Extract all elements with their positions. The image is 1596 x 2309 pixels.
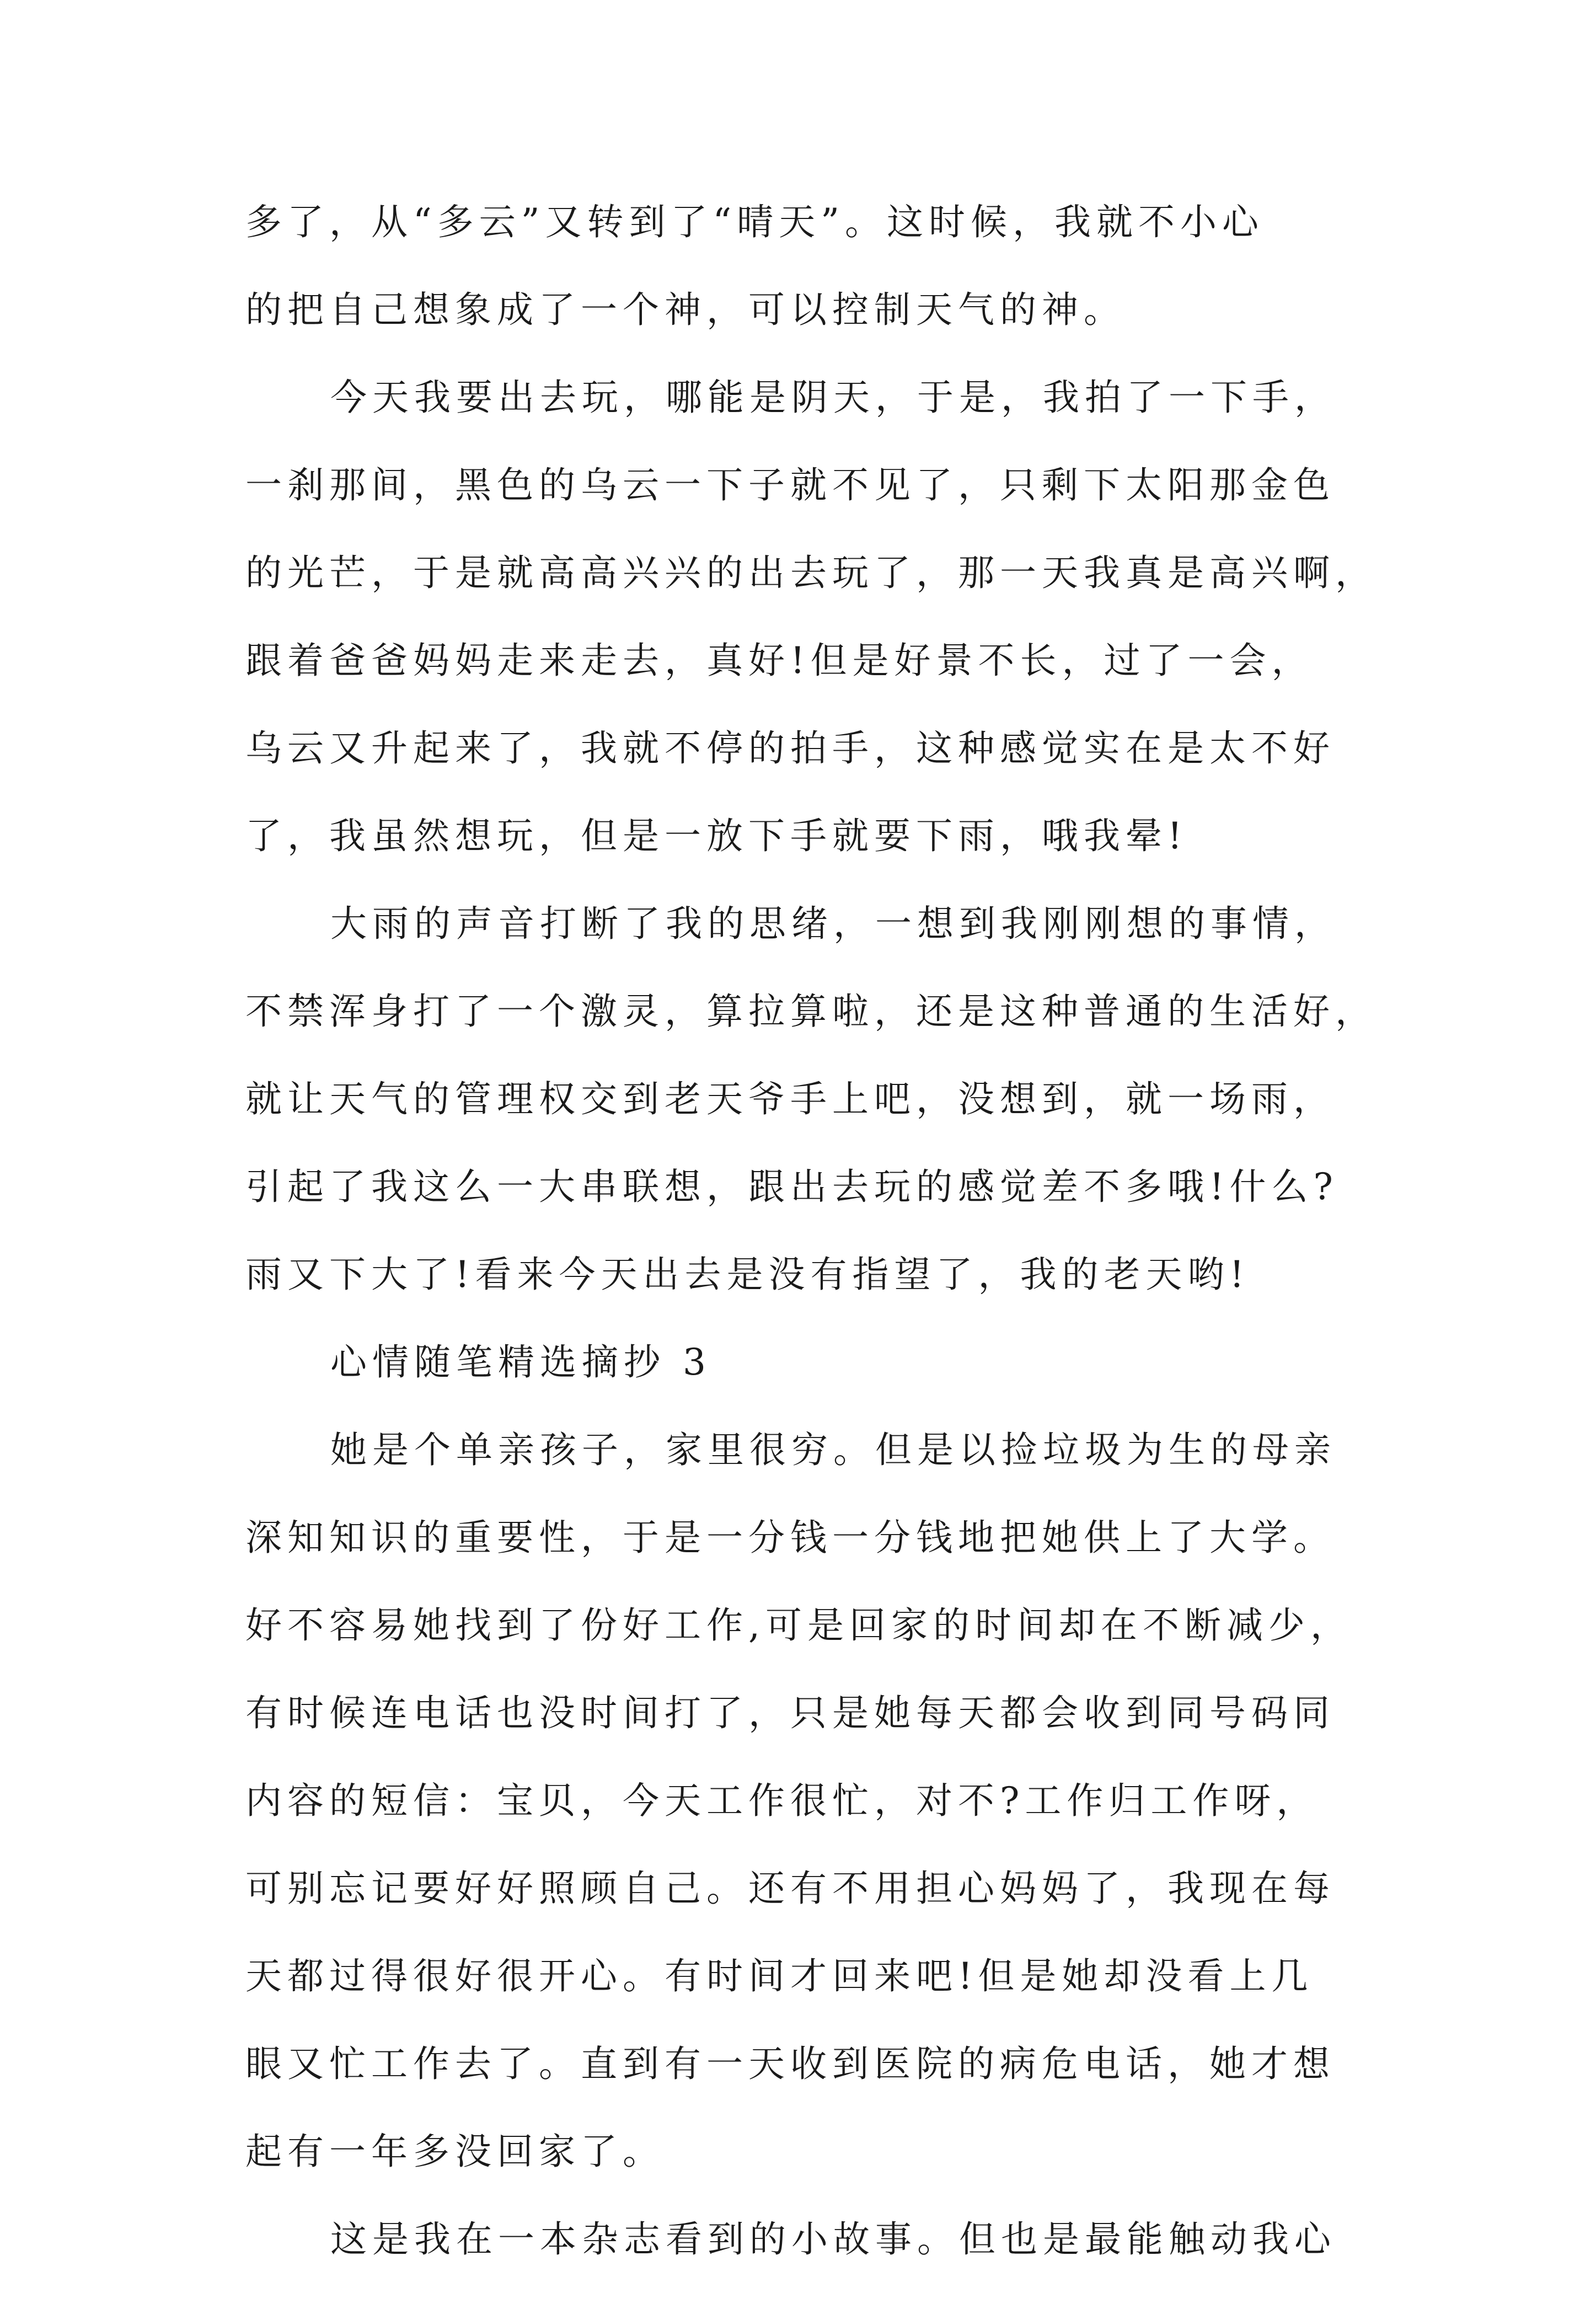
text-line: 引起了我这么一大串联想，跟出去玩的感觉差不多哦!什么?	[245, 1166, 1338, 1208]
text-line: 不禁浑身打了一个激灵，算拉算啦，还是这种普通的生活好，	[245, 990, 1377, 1033]
paragraph-start-line: 大雨的声音打断了我的思绪，一想到我刚刚想的事情，	[330, 902, 1336, 945]
text-line: 天都过得很好很开心。有时间才回来吧!但是她却没看上几	[245, 1955, 1314, 1997]
section-heading: 心情随笔精选摘抄 3	[330, 1341, 711, 1383]
text-line: 的把自己想象成了一个神，可以控制天气的神。	[245, 288, 1126, 331]
text-line: 好不容易她找到了份好工作,可是回家的时间却在不断减少，	[245, 1604, 1352, 1647]
paragraph-start-line: 今天我要出去玩，哪能是阴天，于是，我拍了一下手，	[330, 376, 1336, 419]
text-line: 就让天气的管理权交到老天爷手上吧，没想到，就一场雨，	[245, 1078, 1335, 1120]
text-line: 起有一年多没回家了。	[245, 2130, 665, 2173]
text-line: 内容的短信：宝贝，今天工作很忙，对不?工作归工作呀，	[245, 1779, 1319, 1822]
text-line: 乌云又升起来了，我就不停的拍手，这种感觉实在是太不好	[245, 727, 1335, 769]
text-line: 有时候连电话也没时间打了，只是她每天都会收到同号码同	[245, 1692, 1335, 1734]
text-line: 了，我虽然想玩，但是一放下手就要下雨，哦我晕!	[245, 815, 1188, 857]
paragraph-start-line: 这是我在一本杂志看到的小故事。但也是最能触动我心	[330, 2218, 1336, 2260]
text-line: 的光芒，于是就高高兴兴的出去玩了，那一天我真是高兴啊，	[245, 552, 1377, 594]
paragraph-start-line: 她是个单亲孩子，家里很穷。但是以捡垃圾为生的母亲	[330, 1429, 1336, 1471]
text-line: 可别忘记要好好照顾自己。还有不用担心妈妈了，我现在每	[245, 1867, 1335, 1910]
text-line: 跟着爸爸妈妈走来走去，真好!但是好景不长，过了一会，	[245, 639, 1314, 682]
text-line: 多了，从“多云”又转到了“晴天”。这时候，我就不小心	[245, 201, 1264, 243]
text-line: 眼又忙工作去了。直到有一天收到医院的病危电话，她才想	[245, 2043, 1335, 2085]
text-line: 雨又下大了!看来今天出去是没有指望了，我的老天哟!	[245, 1253, 1250, 1296]
text-line: 深知知识的重要性，于是一分钱一分钱地把她供上了大学。	[245, 1516, 1335, 1559]
document-body	[245, 201, 1404, 2309]
text-line: 一刹那间，黑色的乌云一下子就不见了，只剩下太阳那金色	[245, 464, 1335, 506]
